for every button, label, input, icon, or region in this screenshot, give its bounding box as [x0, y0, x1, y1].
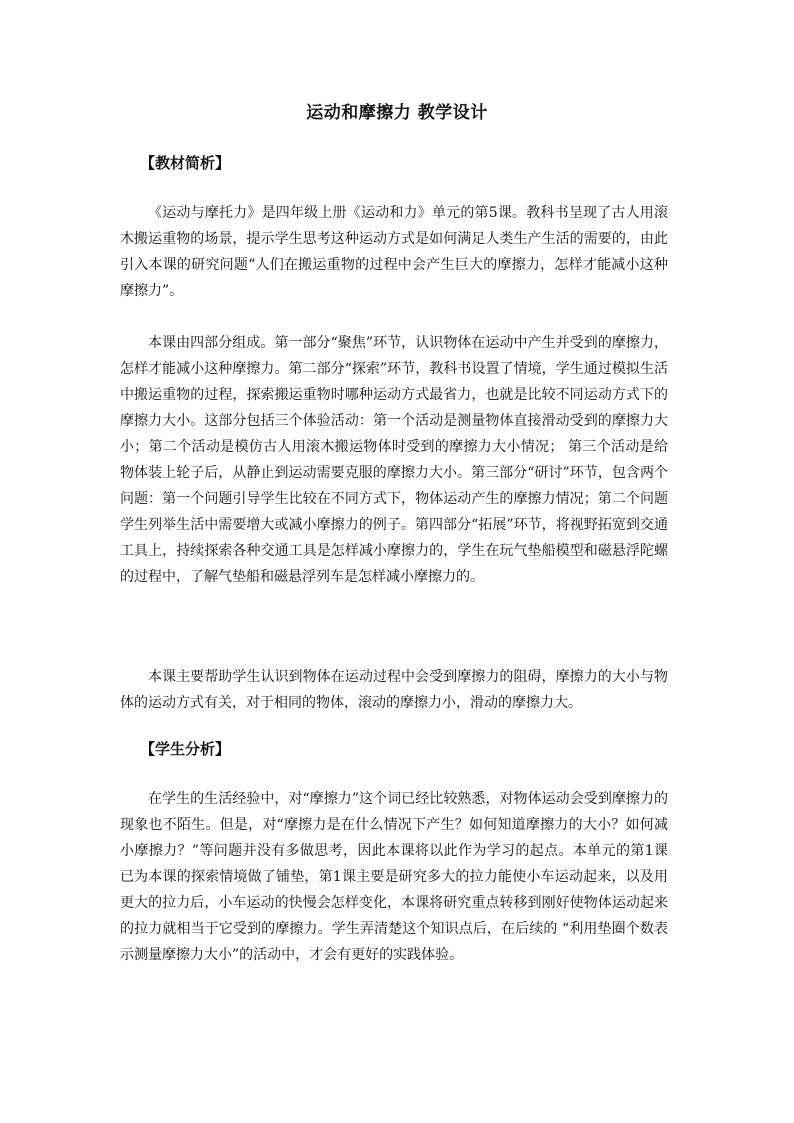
document-title: 运动和摩擦力 教学设计 — [306, 103, 488, 123]
section-heading-student-analysis: 【学生分析】 — [140, 740, 231, 758]
paragraph-lesson-goal: 本课主要帮助学生认识到物体在运动过程中会受到摩擦力的阻碍，摩擦力的大小与物体的运动方式有关，对于相同的物体，滚动的摩擦力小，滑动的摩擦力大。 — [120, 669, 668, 711]
section-heading-textbook-analysis: 【教材简析】 — [140, 154, 231, 172]
paragraph-lesson-structure: 本课由四部分组成。第一部分“聚焦”环节，认识物体在运动中产生并受到的摩擦力，怎样才能减小这种摩擦力。第二部分“探索”环节，教科书设置了情境，学生通过模拟生活中搬运重物的过程，探索搬运重物时哪种运动方式最省力，也就是比较不同运动方式下的摩擦力大小。这部分包括三个体验活动：第一个活动是测量物体直接滑动受到的摩擦力大小；第二个活动是模仿古人用滚木搬运物体时受到的摩擦力大小情况； 第三个活动是给物体装上轮子后，从静止到运动需要克服的摩擦力大小。第三部分“研讨”环节，包含两个问题：第一个问题引导学生比较在不同方式下，物体运动产生的摩擦力情况；第二个问题学生列举生活中需要增大或减小摩擦力的例子。第四部分“拓展”环节，将视野拓宽到交通工具上，持续探索各种交通工具是怎样减小摩擦力的，学生在玩气垫船模型和磁悬浮陀螺的过程中，了解气垫船和磁悬浮列车是怎样减小摩擦力的。 — [120, 335, 668, 585]
paragraph-textbook-intro: 《运动与摩托力》是四年级上册《运动和力》单元的第5课。教科书呈现了古人用滚木搬运重物的场景，提示学生思考这种运动方式是如何满足人类生产生活的需要的，由此引入本课的研究问题“人们在搬运重物的过程中会产生巨大的摩擦力，怎样才能减小这种摩擦力”。 — [120, 205, 668, 299]
paragraph-student-analysis: 在学生的生活经验中，对“摩擦力”这个词已经比较熟悉，对物体运动会受到摩擦力的现象也不陌生。但是，对“摩擦力是在什么情况下产生？如何知道摩擦力的大小？如何减小摩擦力？”等问题并没有多做思考，因此本课将以此作为学习的起点。本单元的第1课已为本课的探索情境做了铺垫，第1课主要是研究多大的拉力能使小车运动起来，以及用更大的拉力后，小车运动的快慢会怎样变化，本课将研究重点转移到刚好使物体运动起来的拉力就相当于它受到的摩擦力。学生弄清楚这个知识点后，在后续的 “利用垫圈个数表示测量摩擦力大小”的活动中，才会有更好的实践体验。 — [120, 791, 668, 963]
